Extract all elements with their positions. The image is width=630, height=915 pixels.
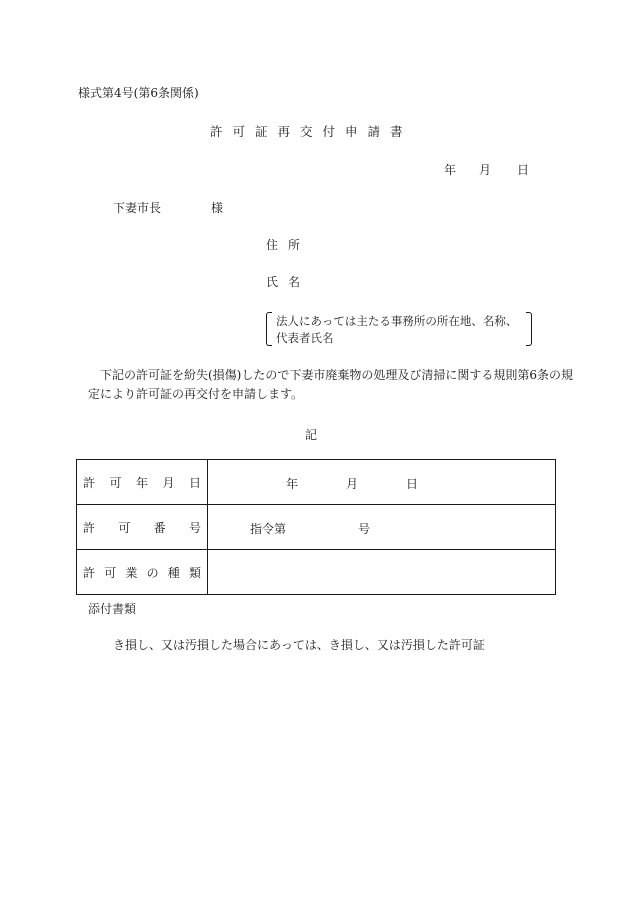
bracket-right bbox=[526, 312, 532, 346]
permit-number-label bbox=[77, 505, 208, 550]
date-year-label: 年 bbox=[444, 163, 457, 177]
ki-heading: 記 bbox=[305, 428, 318, 442]
label-char: 番 bbox=[153, 520, 166, 535]
permit-day-label: 日 bbox=[406, 477, 419, 491]
corporate-note-line1: 法人にあっては主たる事務所の所在地、名称、 bbox=[276, 314, 518, 328]
label-char: 業 bbox=[125, 565, 138, 580]
document-title: 許可証再交付申請書 bbox=[210, 124, 413, 139]
permit-table bbox=[76, 459, 556, 595]
label-char: 許 bbox=[83, 520, 96, 535]
attachments-label: 添付書類 bbox=[88, 602, 137, 616]
bracket-left bbox=[266, 312, 272, 346]
label-char: 許 bbox=[83, 475, 96, 490]
corporate-note bbox=[266, 312, 532, 346]
permit-date-label bbox=[77, 460, 208, 505]
label-char: 年 bbox=[135, 475, 148, 490]
permit-month-label: 月 bbox=[346, 477, 359, 491]
table-row bbox=[77, 460, 556, 505]
label-char: 可 bbox=[104, 565, 117, 580]
label-char: 類 bbox=[188, 565, 201, 580]
permit-date-field[interactable] bbox=[208, 460, 556, 505]
application-date bbox=[444, 161, 529, 178]
permit-number-field[interactable] bbox=[208, 505, 556, 550]
table-row bbox=[77, 550, 556, 595]
corporate-note-line2: 代表者氏名 bbox=[276, 331, 334, 345]
request-statement: 下記の許可証を紛失(損傷)したので下妻市廃棄物の処理及び清掃に関する規則第6条の規定により許可証の再交付を申請します。 bbox=[88, 368, 574, 401]
label-char: 日 bbox=[188, 475, 201, 490]
addressee-honorific: 様 bbox=[211, 201, 224, 215]
addressee-name: 下妻市長 bbox=[113, 201, 162, 215]
permit-business-type-field[interactable] bbox=[208, 550, 556, 595]
applicant-name-label: 氏名 bbox=[266, 275, 311, 289]
date-day-label: 日 bbox=[517, 163, 530, 177]
label-char: 月 bbox=[162, 475, 175, 490]
attachments-item: き損し、又は汚損した場合にあっては、き損し、又は汚損した許可証 bbox=[113, 638, 485, 652]
addressee bbox=[113, 199, 223, 216]
applicant-address-label: 住所 bbox=[266, 238, 311, 252]
permit-year-label: 年 bbox=[286, 477, 299, 491]
label-char: 可 bbox=[118, 520, 131, 535]
form-number: 様式第4号(第6条関係) bbox=[78, 86, 199, 100]
date-month-label: 月 bbox=[479, 163, 492, 177]
permit-number-suffix: 号 bbox=[358, 522, 371, 536]
permit-number-prefix: 指令第 bbox=[250, 522, 287, 536]
label-char: 号 bbox=[188, 520, 201, 535]
permit-business-type-label bbox=[77, 550, 208, 595]
label-char: 種 bbox=[167, 565, 180, 580]
label-char: 可 bbox=[109, 475, 122, 490]
table-row bbox=[77, 505, 556, 550]
label-char: の bbox=[146, 565, 159, 580]
label-char: 許 bbox=[83, 565, 96, 580]
